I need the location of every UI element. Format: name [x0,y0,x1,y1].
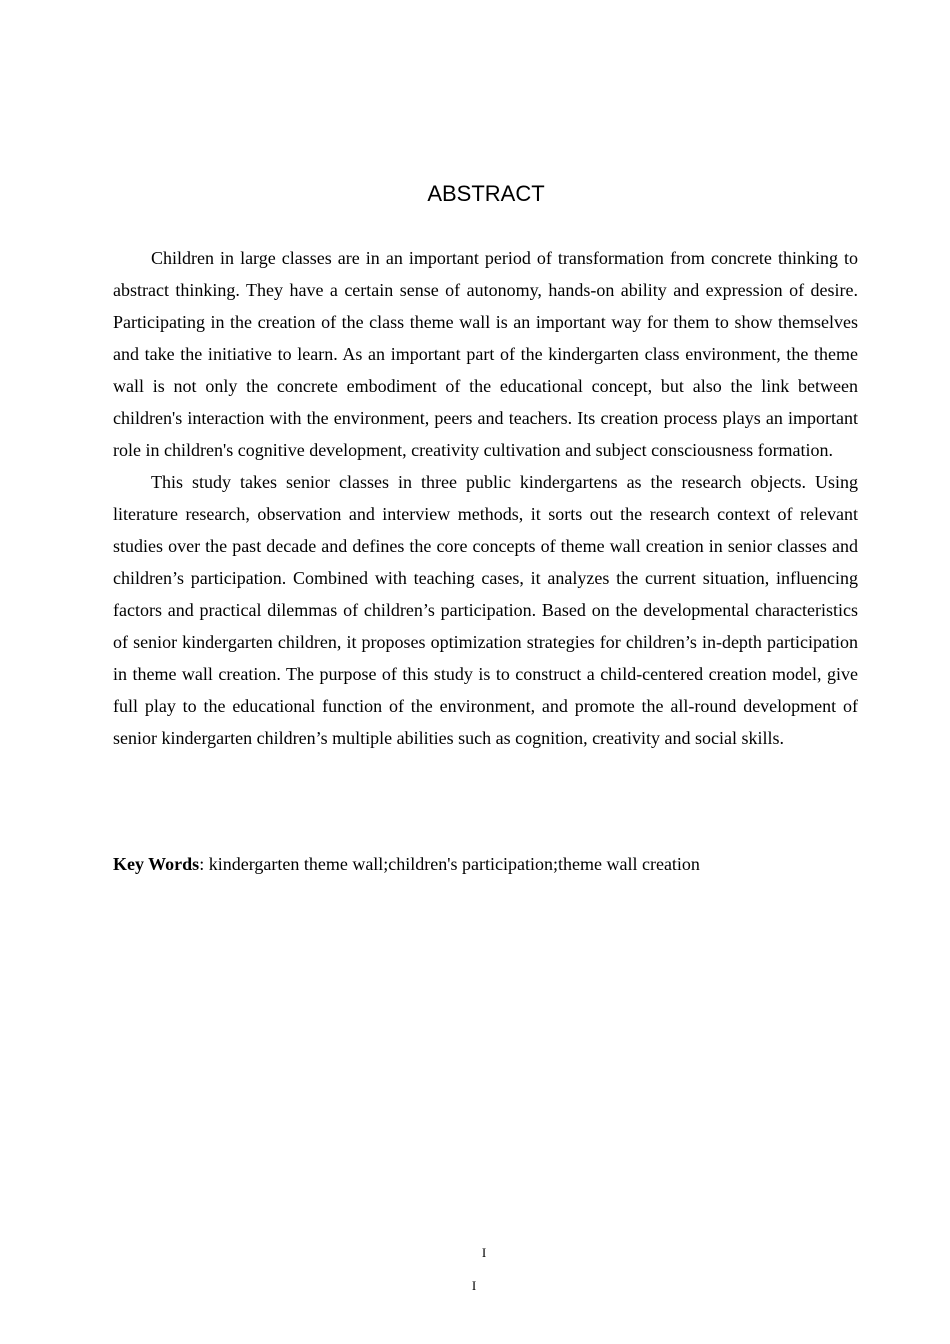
keywords-text: kindergarten theme wall;children's participation;theme wall creation [208,854,700,874]
abstract-paragraph-1: Children in large classes are in an important period of transformation from concrete thinking to abstract thinking. They have a certain sense of autonomy, hands-on ability and expression of desire. Participating in the creation of the class theme wall is an important way for them to show themselves and take the initiative to learn. As an important part of the kindergarten class environment, the theme wall is not only the concrete embodiment of the educational concept, but also the link between children's interaction with the environment, peers and teachers. Its creation process plays an important role in children's cognitive development, creativity cultivation and subject consciousness formation. [113,248,858,460]
keywords-separator: : [199,854,209,874]
abstract-body [113,242,858,754]
page-number-footer: I [471,1278,477,1293]
keywords-line [113,848,873,880]
keywords-label: Key Words [113,854,200,874]
page-number-roman: I [481,1245,487,1260]
abstract-title: ABSTRACT [427,181,545,206]
abstract-paragraph-2: This study takes senior classes in three public kindergartens as the research objects. Using literature research, observation and interview methods, it sorts out the research context of relevant studies over the past decade and defines the core concepts of theme wall creation in senior classes and children’s participation. Combined with teaching cases, it analyzes the current situation, influencing factors and practical dilemmas of children’s participation. Based on the developmental characteristics of senior kindergarten children, it proposes optimization strategies for children’s in-depth participation in theme wall creation. The purpose of this study is to construct a child-centered creation model, give full play to the educational function of the environment, and promote the all-round development of senior kindergarten children’s multiple abilities such as cognition, creativity and social skills. [113,472,858,748]
